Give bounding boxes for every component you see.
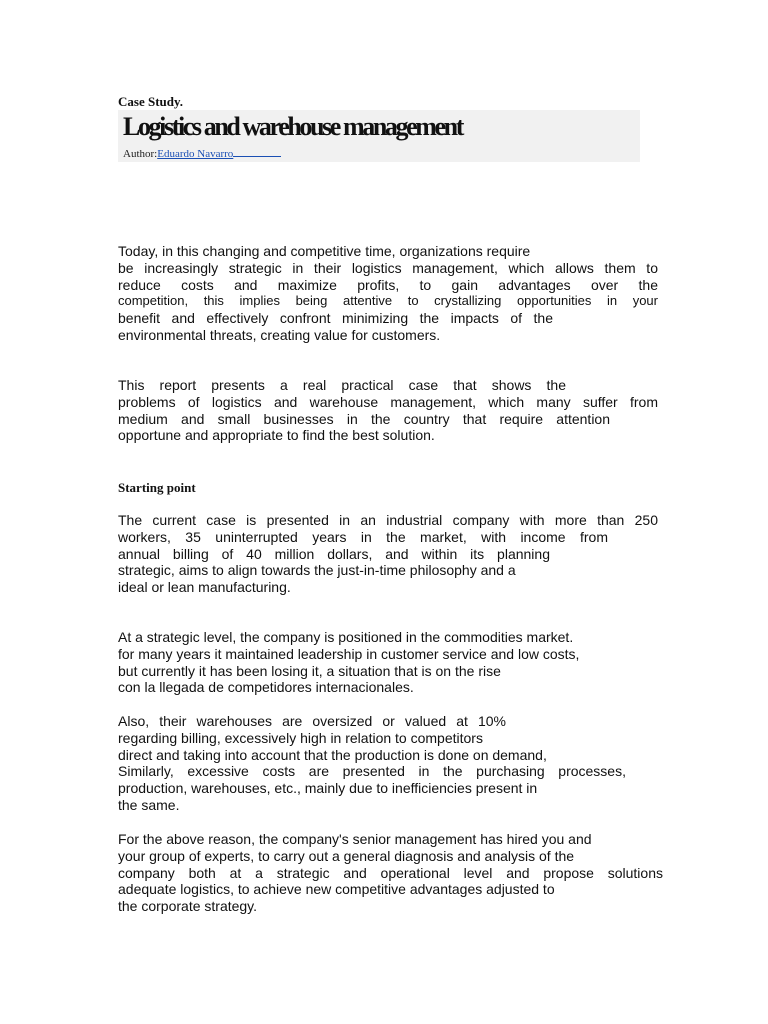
paragraph-intro — [118, 243, 658, 344]
paragraph-starting-point — [118, 512, 658, 596]
author-prefix: Author: — [123, 148, 158, 160]
author-underline — [233, 147, 281, 157]
paragraph-line: production, warehouses, etc., mainly due to inefficiencies present in — [118, 780, 538, 797]
paragraph-line: Also, their warehouses are oversized or valued at 10% — [118, 713, 506, 729]
paragraph-line: the corporate strategy. — [118, 898, 258, 915]
paragraph-report — [118, 377, 658, 444]
paragraph-line: be increasingly strategic in their logistics management, which allows them to — [118, 259, 658, 276]
paragraph-strategic-level — [118, 629, 658, 696]
paragraph-line: con la llegada de competidores internacionales. — [118, 679, 414, 696]
paragraph-line: opportune and appropriate to find the best solution. — [118, 427, 435, 444]
paragraph-warehouses — [118, 713, 658, 814]
paragraph-line: problems of logistics and warehouse management, which many suffer from — [118, 393, 658, 410]
paragraph-line: The current case is presented in an industrial company with more than 250 — [118, 512, 658, 528]
document-title: Logistics and warehouse management — [123, 112, 462, 141]
paragraph-line: but currently it has been losing it, a situation that is on the rise — [118, 662, 501, 679]
paragraph-line: annual billing of 40 million dollars, and within its planning — [118, 545, 550, 562]
paragraph-line: workers, 35 uninterrupted years in the market, with income from — [118, 528, 608, 545]
paragraph-line: the same. — [118, 796, 180, 813]
title-block — [118, 110, 640, 162]
paragraph-senior-management — [118, 831, 663, 915]
paragraph-line: environmental threats, creating value for customers. — [118, 326, 441, 343]
paragraph-line: adequate logistics, to achieve new competitive advantages adjusted to — [118, 881, 555, 898]
paragraph-line: At a strategic level, the company is positioned in the commodities market. — [118, 629, 574, 645]
paragraph-line: medium and small businesses in the country that require attention — [118, 410, 610, 427]
author-link[interactable]: Eduardo Navarro — [157, 148, 234, 160]
paragraph-line: company both at a strategic and operational level and propose solutions — [118, 864, 663, 881]
paragraph-line: direct and taking into account that the production is done on demand, — [118, 746, 547, 763]
paragraph-line: your group of experts, to carry out a general diagnosis and analysis of the — [118, 847, 575, 864]
case-study-label: Case Study. — [118, 94, 184, 109]
author-line — [123, 147, 281, 160]
paragraph-line: strategic, aims to align towards the just-in-time philosophy and a — [118, 562, 516, 579]
paragraph-line: Similarly, excessive costs are presented in the purchasing processes, — [118, 763, 626, 780]
paragraph-line: reduce costs and maximize profits, to gain advantages over the — [118, 276, 658, 293]
paragraph-line: benefit and effectively confront minimizing the impacts of the — [118, 310, 553, 327]
paragraph-line: competition, this implies being attentive to crystallizing opportunities in your — [118, 293, 658, 309]
paragraph-line: regarding billing, excessively high in relation to competitors — [118, 729, 483, 746]
paragraph-line: This report presents a real practical case that shows the — [118, 377, 566, 393]
paragraph-line: Today, in this changing and competitive time, organizations require — [118, 243, 531, 259]
paragraph-line: ideal or lean manufacturing. — [118, 579, 291, 596]
section-heading: Starting point — [118, 480, 196, 495]
paragraph-line: for many years it maintained leadership in customer service and low costs, — [118, 645, 580, 662]
paragraph-line: For the above reason, the company's senior management has hired you and — [118, 831, 592, 847]
